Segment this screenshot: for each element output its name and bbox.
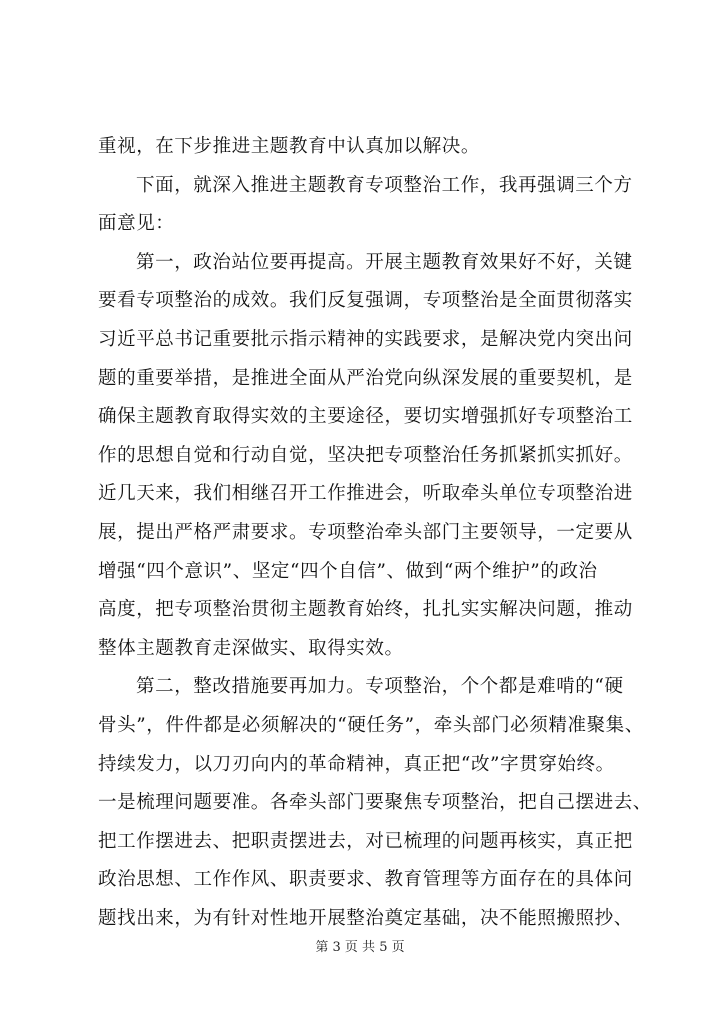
- text-line: 第一，政治站位要再提高。开展主题教育效果好不好，关键: [136, 251, 633, 273]
- text-line: 高度，把专项整治贯彻主题教育始终，扎扎实实解决问题，推动: [98, 599, 633, 621]
- page-number-footer: 第 3 页 共 5 页: [315, 940, 405, 955]
- document-body: [98, 128, 652, 938]
- text-line: 重视，在下步推进主题教育中认真加以解决。: [98, 136, 481, 157]
- text-line: 展，提出严格严肃要求。专项整治牵头部门主要领导，一定要从: [98, 521, 633, 543]
- text-line: 持续发力，以刀刃向内的革命精神，真正把“改”字贯穿始终。: [98, 753, 615, 775]
- text-line: 政治思想、工作作风、职责要求、教育管理等方面存在的具体问: [98, 869, 633, 891]
- text-line: 下面，就深入推进主题教育专项整治工作，我再强调三个方: [136, 174, 633, 196]
- text-line: 要看专项整治的成效。我们反复强调，专项整治是全面贯彻落实: [98, 290, 633, 312]
- text-line: 面意见：: [98, 213, 175, 235]
- text-line: 把工作摆进去、把职责摆进去，对已梳理的问题再核实，真正把: [98, 830, 633, 852]
- text-line: 题找出来，为有针对性地开展整治奠定基础，决不能照搬照抄、: [98, 907, 633, 929]
- text-line: 骨头”，件件都是必须解决的“硬任务”，牵头部门必须精准聚集、: [98, 714, 644, 736]
- text-line: 第二，整改措施要再加力。专项整治，个个都是难啃的“硬: [136, 676, 624, 698]
- text-line: 一是梳理问题要准。各牵头部门要聚焦专项整治，把自己摆进去、: [98, 792, 652, 814]
- text-line: 习近平总书记重要批示指示精神的实践要求，是解决党内突出问: [98, 328, 633, 350]
- text-line: 近几天来，我们相继召开工作推进会，听取牵头单位专项整治进: [98, 483, 633, 505]
- text-line: 作的思想自觉和行动自觉，坚决把专项整治任务抓紧抓实抓好。: [98, 444, 633, 466]
- text-line: 增强“四个意识”、坚定“四个自信”、做到“两个维护”的政治: [98, 560, 598, 582]
- text-line: 确保主题教育取得实效的主要途径，要切实增强抓好专项整治工: [98, 406, 633, 428]
- text-line: 整体主题教育走深做实、取得实效。: [98, 637, 404, 659]
- text-line: 题的重要举措，是推进全面从严治党向纵深发展的重要契机，是: [98, 367, 633, 389]
